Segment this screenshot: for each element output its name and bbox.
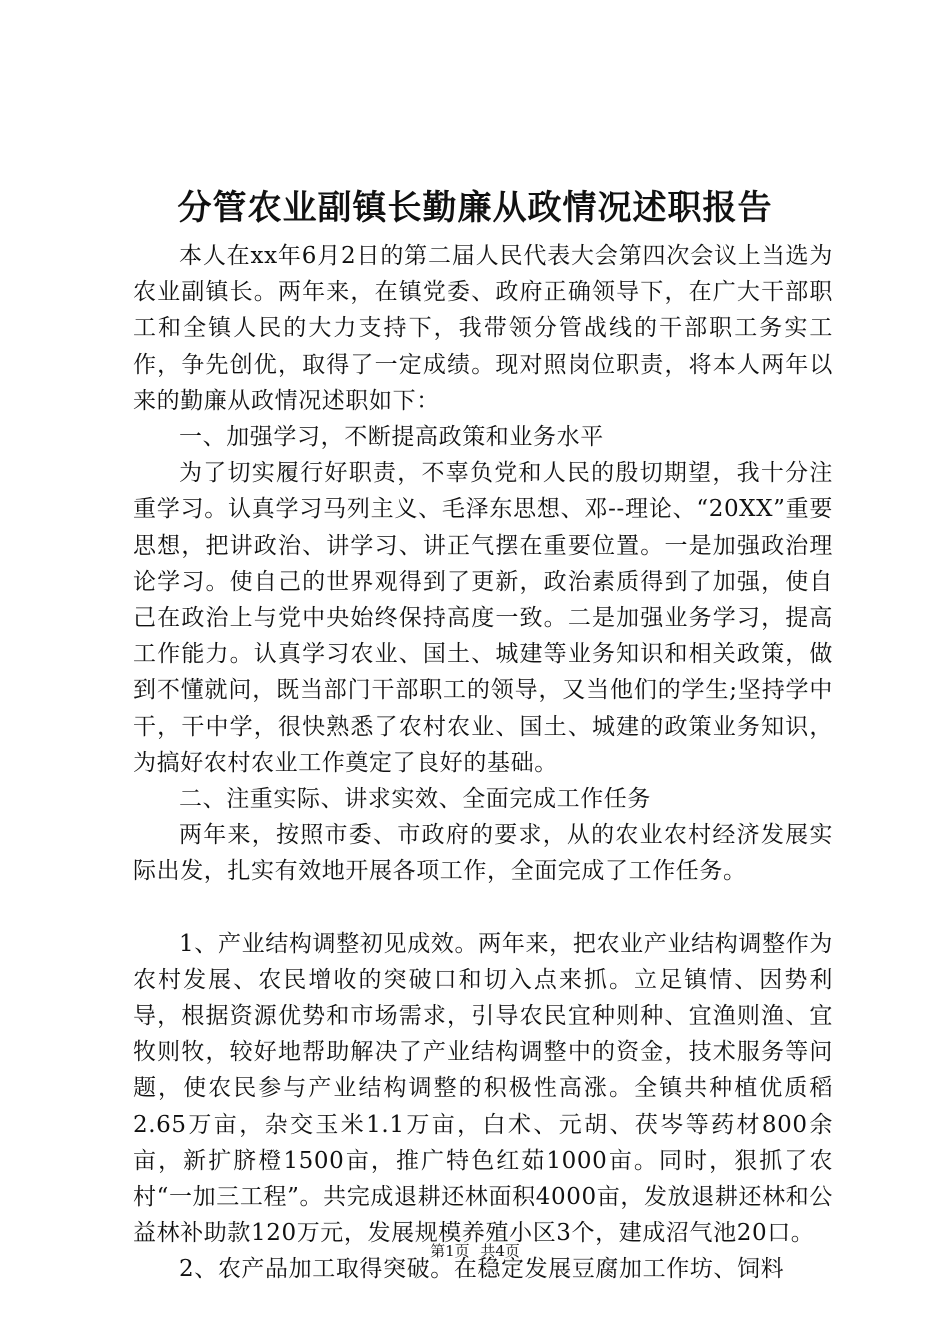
section-heading-1: 一、加强学习，不断提高政策和业务水平 bbox=[179, 424, 604, 451]
processing-paragraph: 2、农产品加工取得突破。在稳定发展豆腐加工作坊、饲料 bbox=[179, 1256, 785, 1283]
work-summary-paragraph: 两年来，按照市委、市政府的要求，从的农业农村经济发展实际出发，扎实有效地开展各项工作，全面完成了工作任务。 bbox=[133, 822, 833, 885]
study-paragraph: 为了切实履行好职责，不辜负党和人民的殷切期望，我十分注重学习。认真学习马列主义、毛泽东思想、邓--理论、“20XX”重要思想，把讲政治、讲学习、讲正气摆在重要位置。一是加强政治理论学习。使自己的世界观得到了更新，政治素质得到了加强，使自己在政治上与党中央始终保持高度一致。二是加强业务学习，提高工作能力。认真学习农业、国土、城建等业务知识和相关政策，做到不懂就问，既当部门干部职工的领导，又当他们的学生;坚持学中干，干中学，很快熟悉了农村农业、国土、城建的政策业务知识，为搞好农村农业工作奠定了良好的基础。 bbox=[133, 460, 833, 776]
document-title: 分管农业副镇长勤廉从政情况述职报告 bbox=[177, 188, 773, 228]
intro-paragraph: 本人在xx年6月2日的第二届人民代表大会第四次会议上当选为农业副镇长。两年来，在镇党委、政府正确领导下，在广大干部职工和全镇人民的大力支持下，我带领分管战线的干部职工务实工作，争先创优，取得了一定成绩。现对照岗位职责，将本人两年以来的勤廉从政情况述职如下： bbox=[133, 243, 833, 414]
industry-structure-paragraph: 1、产业结构调整初见成效。两年来，把农业产业结构调整作为农村发展、农民增收的突破口和切入点来抓。立足镇情、因势利导，根据资源优势和市场需求，引导农民宜种则种、宜渔则渔、宜牧则牧，较好地帮助解决了产业结构调整中的资金，技术服务等问题，使农民参与产业结构调整的积极性高涨。全镇共种植优质稻2.65万亩，杂交玉米1.1万亩，白术、元胡、茯岑等药材800余亩，新扩脐橙1500亩，推广特色红茹1000亩。同时，狠抓了农村“一加三工程”。共完成退耕还林面积4000亩，发放退耕还林和公益林补助款120万元，发展规模养殖小区3个，建成沼气池20口。 bbox=[133, 930, 833, 1247]
section-heading-2: 二、注重实际、讲求实效、全面完成工作任务 bbox=[179, 786, 651, 813]
page-footer: 第1页 共4页 bbox=[430, 1242, 520, 1260]
document-body bbox=[133, 238, 833, 1288]
